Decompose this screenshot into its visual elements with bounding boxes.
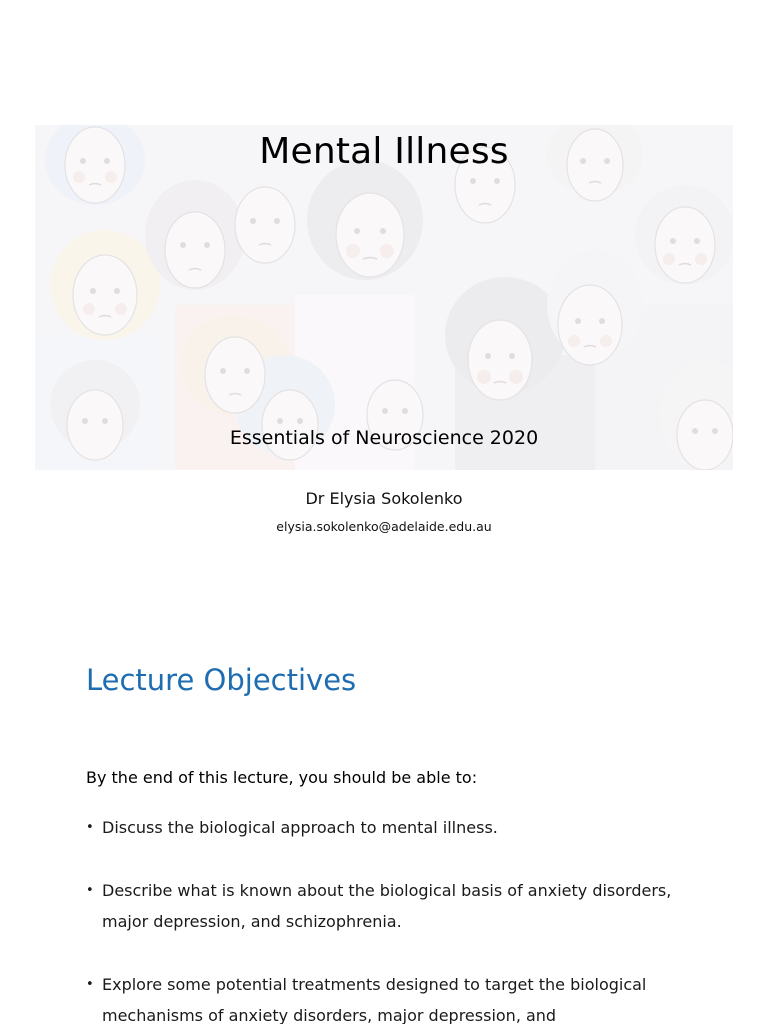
author-email: elysia.sokolenko@adelaide.edu.au — [276, 519, 492, 534]
slide-subtitle: Essentials of Neuroscience 2020 — [229, 427, 539, 449]
objective-item — [86, 969, 696, 1024]
objectives-intro: By the end of this lecture, you should be able to: — [86, 768, 478, 787]
objective-text: Explore some potential treatments designed to target the biological mechanisms of anxiety disorders, major depression, and — [102, 975, 647, 1024]
objectives-heading: Lecture Objectives — [86, 663, 357, 697]
objective-text: Discuss the biological approach to mental illness. — [102, 818, 498, 837]
bullet-icon: • — [86, 820, 94, 835]
objectives-list — [86, 812, 696, 1024]
bullet-icon: • — [86, 977, 94, 992]
slide-title: Mental Illness — [259, 131, 509, 172]
author-name: Dr Elysia Sokolenko — [305, 489, 463, 508]
objective-text: Describe what is known about the biological basis of anxiety disorders, major depression, and schizophrenia. — [102, 881, 672, 931]
bullet-icon: • — [86, 883, 94, 898]
objective-item — [86, 812, 696, 843]
objective-item — [86, 875, 696, 937]
